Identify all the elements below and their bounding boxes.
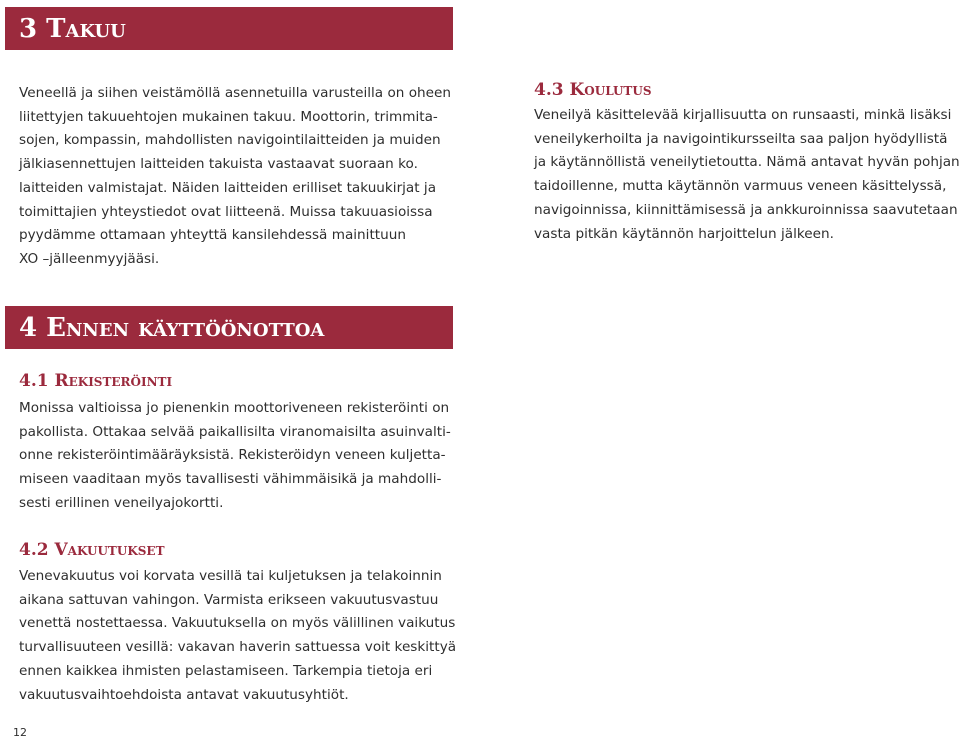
paragraph-line: laitteiden valmistajat. Näiden laitteiden erilliset takuukirjat ja [19,179,437,196]
rekisterointi-paragraph [19,397,459,516]
paragraph-line: sesti erillinen veneilyajokortti. [19,494,224,511]
paragraph-line: ja käytännöllistä veneilytietoutta. Nämä antavat hyvän pohjan [534,154,960,171]
paragraph-line: pakollista. Ottakaa selvää paikallisilta viranomaisilta asuinvalti- [19,423,451,440]
paragraph-line: pyydämme ottamaan yhteyttä kansilehdessä mainittuun [19,227,406,244]
paragraph-line: liitettyjen takuuehtojen mukainen takuu. Moottorin, trimmita- [19,108,438,125]
paragraph-line: vakuutusvaihtoehdoista antavat vakuutusyhtiöt. [19,686,349,703]
paragraph-line: sojen, kompassin, mahdollisten navigointilaitteiden ja muiden [19,132,441,149]
paragraph-line: miseen vaaditaan myös tavallisesti vähimmäisikä ja mahdolli- [19,471,442,488]
takuu-paragraph [19,82,459,272]
vakuutukset-paragraph [19,565,459,707]
paragraph-line: Venevakuutus voi korvata vesillä tai kuljetuksen ja telakoinnin [19,568,442,584]
paragraph-line: XO –jälleenmyyjääsi. [19,250,160,267]
koulutus-heading: 4.3 Koulutus [534,80,652,100]
section-4-title: 4 Ennen käyttöönottoa [19,312,325,343]
section-4-banner [5,306,453,349]
paragraph-line: ennen kaikkea ihmisten pelastamiseen. Tarkempia tietoja eri [19,662,433,679]
paragraph-line: navigoinnissa, kiinnittämisessä ja ankkuroinnissa saavutetaan [534,201,958,218]
vakuutukset-heading: 4.2 Vakuutukset [19,540,165,560]
section-3-title: 3 Takuu [19,13,126,44]
paragraph-line: aikana sattuvan vahingon. Varmista erikseen vakuutusvastuu [19,591,439,608]
paragraph-line: Monissa valtioissa jo pienenkin moottoriveneen rekisteröinti on [19,400,450,416]
paragraph-line: onne rekisteröintimääräyksistä. Rekisteröidyn veneen kuljetta- [19,447,446,464]
page-number: 12 [13,726,27,739]
section-3-banner [5,7,453,50]
paragraph-line: turvallisuuteen vesillä: vakavan haverin sattuessa voit keskittyä [19,639,457,656]
paragraph-line: taidoillenne, mutta käytännön varmuus veneen käsittelyssä, [534,178,947,195]
paragraph-line: veneilykerhoilta ja navigointikursseilta saa paljon hyödyllistä [534,130,948,147]
paragraph-line: Veneellä ja siihen veistämöllä asennetuilla varusteilla on oheen [19,85,451,101]
rekisterointi-heading: 4.1 Rekisteröinti [19,371,173,391]
paragraph-line: Veneilyä käsittelevää kirjallisuutta on runsaasti, minkä lisäksi [534,107,952,123]
paragraph-line: venettä nostettaessa. Vakuutuksella on myös välillinen vaikutus [19,615,456,632]
paragraph-line: vasta pitkän käytännön harjoittelun jälkeen. [534,225,834,242]
paragraph-line: jälkiasennettujen laitteiden takuista vastaavat suoraan ko. [19,156,418,173]
koulutus-paragraph [534,104,958,246]
paragraph-line: toimittajien yhteystiedot ovat liitteenä. Muissa takuuasioissa [19,203,433,220]
